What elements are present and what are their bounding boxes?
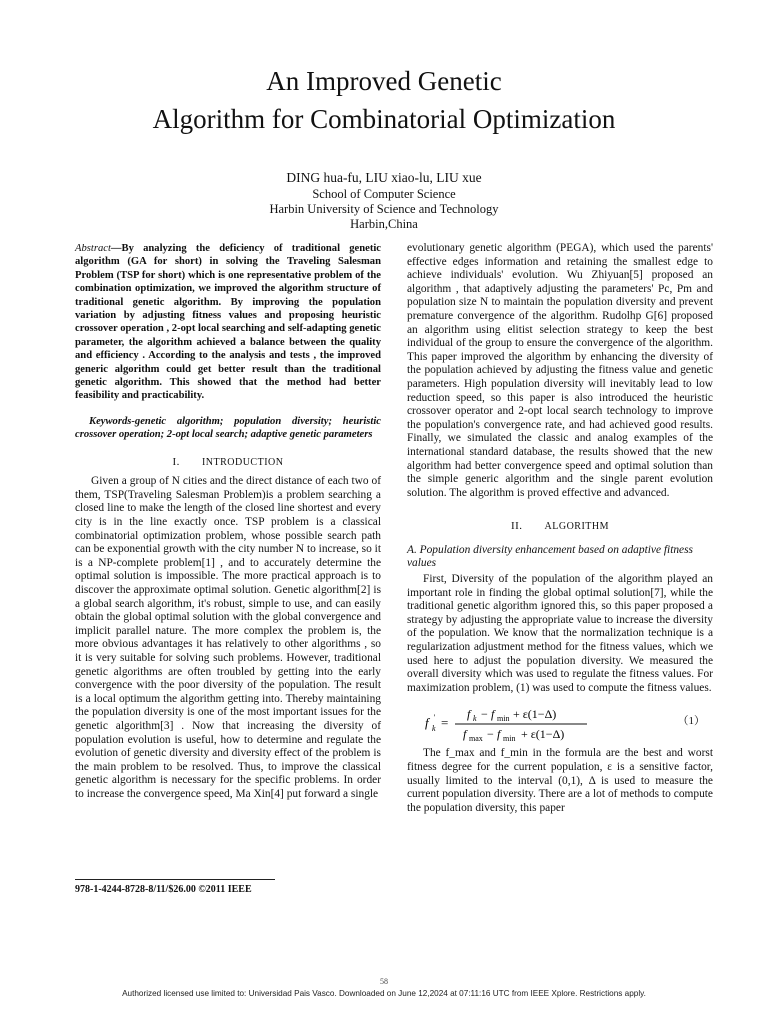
section-2-title: ALGORITHM: [544, 521, 610, 533]
title-line-1: An Improved Genetic: [266, 66, 502, 96]
equation-number: （1）: [677, 715, 705, 728]
algorithm-paragraph: First, Diversity of the population of the algorithm played an important role in finding the global optimal solution[7], while the traditional genetic algorithm ignored this, so this paper proposed a strategy by adjusting the appropriate value to increase the diversity of the population. We know that the normalization technique is a regularization adjustment method for the fitness values, which we used here to adjust the population diversity. We measured the overall diversity which was used to regulate the fitness values. For maximization problem, (1) was used to compute the fitness values.: [407, 573, 713, 694]
author-block: [0, 170, 768, 232]
svg-text:+ ε(1−Δ): + ε(1−Δ): [513, 707, 557, 722]
svg-text:−: −: [481, 707, 488, 722]
svg-text:': ': [433, 713, 435, 723]
svg-text:f: f: [425, 715, 429, 731]
algorithm-paragraph-2: The f_max and f_min in the formula are the best and worst fitness degree for the current population, ε is a sensitive factor, usually limited to the interval (0,1), Δ is used to measure the current population diversity. There are a lot of methods to compute the population diversity, this paper: [407, 747, 713, 814]
svg-text:k: k: [432, 724, 436, 734]
fitness-equation-formula: [407, 703, 667, 743]
footnote-divider: [75, 879, 275, 880]
svg-text:max: max: [469, 734, 483, 744]
svg-text:min: min: [503, 734, 516, 744]
svg-text:f: f: [463, 727, 467, 742]
section-1-title: INTRODUCTION: [201, 456, 284, 468]
svg-text:f: f: [491, 707, 495, 722]
author-names: DING hua-fu, LIU xiao-lu, LIU xue: [286, 170, 482, 185]
page-number: 58: [380, 977, 388, 986]
fitness-equation: [407, 703, 713, 743]
svg-text:k: k: [473, 714, 477, 724]
license-notice: Authorized licensed use limited to: Universidad Pais Vasco. Downloaded on June 12,2024 at 07:11:16 UTC from IEEE Xplore. Restrictions apply.: [122, 989, 646, 998]
section-1-number: I.: [172, 455, 180, 468]
svg-text:f: f: [467, 707, 471, 722]
section-1-heading: [75, 456, 381, 470]
abstract: [75, 242, 381, 403]
intro-paragraph: Given a group of N cities and the direct distance of each two of them, TSP(Traveling Salesman Problem)is a problem searching a closed line to make the length of the closed line shortest and every city is in the line exactly once. TSP problem is a classical combinatorial optimization problem, whose possible search path can be exponential growth with the city number N to increase, so it is a NP-complete problem[1] , and to accurately determine the optimal solution is impossible. The more practical approach is to discover the approximate optimal solution. Genetic algorithm[2] is a global search algorithm, it's robust, simple to use, and can easily obtain the global optimal solution with the global convergence and implicit parallel nature. The more complex the problem is, the more obvious advantages it has relatively to other algorithms , so it is very suitable for solving such problems. However, traditional genetic algorithms are often troubled by getting into the early convergence with the poor diversity of the population. The result is a local optimum the algorithm getting into. Thereby maintaining the population diversity is one of the most important issues for the genetic algorithm[3] . Now that increasing the diversity of population evolution is useful, how to determine and regulate the evolution of genetic diversity and diversity effect of the problem is the main problem to be resolved. Thus, to improve the classical genetic algorithm is necessary for the specific problems. In order to increase the convergence speed, Ma Xin[4] put forward a single: [75, 475, 381, 800]
keywords: Keywords-genetic algorithm; population diversity; heuristic crossover operation; 2-opt local search; adaptive genetic parameters: [75, 415, 381, 441]
svg-text:−: −: [487, 727, 494, 742]
svg-text:=: =: [441, 715, 449, 731]
section-2-number: II.: [510, 520, 523, 533]
affiliation-line-2: Harbin University of Science and Technology: [269, 202, 499, 216]
svg-text:min: min: [497, 714, 510, 724]
section-2-heading: [407, 520, 713, 534]
svg-text:+ ε(1−Δ): + ε(1−Δ): [521, 727, 565, 742]
copyright-notice: 978-1-4244-8728-8/11/$26.00 ©2011 IEEE: [75, 884, 252, 895]
intro-paragraph-continued: evolutionary genetic algorithm (PEGA), which used the parents' effective edges information and retaining the smallest edge to achieve individuals' evolution. Wu Zhiyuan[5] proposed an algorithm , that adaptively adjusting the parameters' Pc, Pm and population size N to maintain the population diversity and prevent premature convergence of the algorithm. Rudolhp G[6] proposed an algorithm using elitist selection strategy to keep the best individual of the group to ensure the convergence of the algorithm. This paper improved the algorithm by enhancing the diversity of the population achieved by adjusting the fitness value and genetic parameters. High population diversity will inevitably lead to low reduction speed, so this paper is also introduced the heuristic crossover operator and 2-opt local search technology to improve the population's convergence rate, and had achieved good results. Finally, we simulated the classic and analog examples of the international standard database, the results showed that the new algorithm had better convergence speed and optimal solution than the simple generic algorithm and the single parent evolution solution. The algorithm is proved effective and advanced.: [407, 242, 713, 499]
affiliation-line-3: Harbin,China: [350, 217, 418, 231]
title-line-2: Algorithm for Combinatorial Optimization: [152, 104, 616, 134]
paper-title: [0, 62, 768, 138]
abstract-text: —By analyzing the deficiency of traditional genetic algorithm (GA for short) in solving the Traveling Salesman Problem (TSP for short) which is one representative problem of the combination optimization, we improved the algorithm structure of traditional genetic algorithm. By improving the population variation by adjusting fitness values and proposing heuristic crossover operation , 2-opt local searching and self-adapting genetic parameter, the algorithm achieved a balance between the quality and efficiency . According to the analysis and tests , the improved generic algorithm could get better result than the traditional genetic algorithm. This showed that the method had better feasibility and practicability.: [75, 243, 381, 402]
right-column: [407, 242, 713, 815]
left-column: [75, 242, 381, 802]
subsection-a-heading: A. Population diversity enhancement based on adaptive fitness values: [407, 543, 693, 570]
svg-text:f: f: [497, 727, 501, 742]
abstract-label: Abstract: [75, 243, 111, 254]
affiliation-line-1: School of Computer Science: [312, 187, 456, 201]
